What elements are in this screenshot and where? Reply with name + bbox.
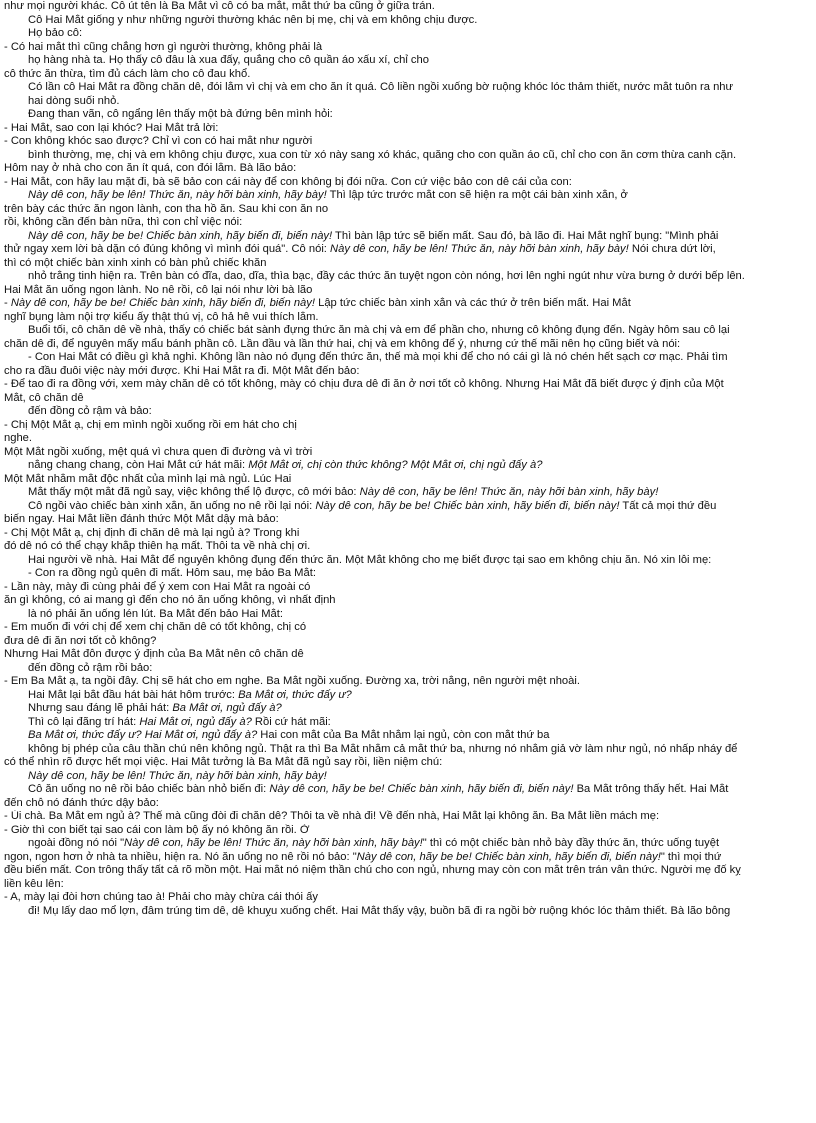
text-line (4, 216, 812, 230)
text-segment: Họ bảo cô: (28, 27, 83, 39)
text-segment: Buổi tối, cô chăn dê về nhà, thấy có chiếc bát sành đựng thức ăn mà chị và em để phần cho, nhưng cô không đụng đến. Ngày hôm sau cô lại (28, 324, 730, 336)
text-segment: - Con ra đồng ngủ quên đi mất. Hôm sau, mẹ bảo Ba Mắt: (28, 567, 316, 579)
text-line (4, 594, 812, 608)
text-segment: liền kêu lên: (4, 877, 64, 890)
text-line (4, 351, 812, 365)
text-line (4, 365, 812, 379)
text-segment: " thì có một chiếc bàn nhỏ bày đầy thức ăn, thức uống tuyệt (422, 837, 720, 849)
text-segment: ăn gì không, có ai mang gì đến cho nó ăn uống không, vì nhất định (4, 594, 336, 606)
text-line (4, 297, 812, 311)
text-segment: Hai người về nhà. Hai Mắt để nguyên không đụng đến thức ăn. Một Mắt không cho mẹ biết được tại sao em không chịu ăn. Nó xin lỗi mẹ: (28, 553, 712, 566)
text-line (4, 905, 812, 919)
text-line (4, 729, 812, 743)
text-segment: ngon, ngon hơn ở nhà ta nhiều, hiện ra. Nó ăn uống no nê rồi nó bảo: " (4, 850, 357, 863)
text-segment: Hôm nay ở nhà cho con ăn ít quá, con đói lắm. Bà lão bảo: (4, 162, 297, 174)
text-segment: Cô ăn uống no nê rồi bảo chiếc bàn nhỏ biến đi: (28, 783, 270, 795)
text-segment: hai dòng suối nhỏ. (28, 94, 120, 107)
italic-text: Hai Mắt ơi, ngủ đấy à? (139, 715, 252, 728)
text-segment: - Chị Một Mắt ạ, chị định đi chăn dê mà lại ngủ à? Trong khi (4, 526, 300, 539)
text-segment: đến đồng cỏ rậm rồi bảo: (28, 661, 153, 674)
italic-text: Một Mắt ơi, chị còn thức không? Một Mắt ơi, chị ngủ đấy à? (248, 459, 543, 471)
text-segment: Ba Mắt trông thấy hết. Hai Mắt (573, 783, 729, 795)
text-line (4, 513, 812, 527)
text-segment: không bị phép của câu thần chú nên không ngủ. Thật ra thì Ba Mắt nhắm cả mắt thứ ba, nhưng nó nhắm giả vờ làm như ngủ, nó nhấp nháy để (28, 742, 738, 755)
text-line (4, 851, 812, 865)
text-segment: nghe. (4, 432, 32, 444)
text-line (4, 405, 812, 419)
text-segment: đến đồng cỏ rậm và bảo: (28, 405, 152, 417)
text-segment: nhỏ trắng tinh hiện ra. Trên bàn có đĩa, dao, dĩa, thìa bạc, đầy các thức ăn tuyệt ngon còn nóng, hơi lên nghi ngút như vừa bưng ở dưới bếp lên. (28, 270, 745, 282)
text-segment: ngoài đồng nó nói " (28, 837, 125, 849)
text-segment: Hai Mắt ăn uống ngon lành. No nê rồi, cô lại nói như lời bà lão (4, 283, 313, 296)
text-segment: Đang than vãn, cô ngẩng lên thấy một bà đứng bên mình hỏi: (28, 108, 333, 120)
text-line (4, 770, 812, 784)
text-line (4, 783, 812, 797)
text-line (4, 54, 812, 68)
italic-text: Này dê con, hãy be lên! Thức ăn, này hỡi bàn xinh, hãy bày! (330, 243, 629, 255)
text-segment: Nhưng sau đáng lẽ phải hát: (28, 702, 173, 714)
text-line (4, 176, 812, 190)
text-line (4, 432, 812, 446)
text-segment: rồi, không cần đến bàn nữa, thì con chỉ việc nói: (4, 216, 243, 228)
text-line (4, 135, 812, 149)
text-segment: Một Mắt nhắm mắt độc nhất của mình lại mà ngủ. Lúc Hai (4, 472, 292, 485)
italic-text: Này dê con, hãy be be! Chiếc bàn xinh, hãy biến đi, biến này! (10, 297, 315, 309)
text-line (4, 270, 812, 284)
text-line (4, 743, 812, 757)
italic-text: Ba Mắt ơi, thức đấy ư? (238, 688, 352, 701)
text-line (4, 797, 812, 811)
text-line (4, 311, 812, 325)
text-segment: Cô Hai Mắt giống y như những người thường khác nên bị mẹ, chị và em không chịu được. (28, 13, 478, 26)
text-segment: - Hai Mắt, con hãy lau mặt đi, bà sẽ bảo con cái này để con không bị đói nữa. Con cứ việc bảo con dê cái của con: (4, 175, 572, 188)
text-segment: Cô ngồi vào chiếc bàn xinh xắn, ăn uống no nê rồi lại nói: (28, 499, 316, 512)
text-segment: - Con Hai Mắt có điều gì khả nghi. Không lần nào nó đụng đến thức ăn, thế mà mọi khi để cho nó cái gì là nó chén hết sạch cơ mạc. Phải tìm (28, 351, 728, 363)
italic-text: Ba Mắt ơi, thức đấy ư? Hai Mắt ơi, ngủ đấy à? (28, 729, 258, 741)
text-line (4, 459, 812, 473)
text-line (4, 500, 812, 514)
text-segment: thử ngay xem lời bà dặn có đúng không vì mình đói quá". Cô nói: (4, 243, 331, 255)
text-segment: đều biến mất. Con trông thấy tất cả rõ mồn một. Hai mắt nó niệm thần chú cho con ngủ, nhưng may còn con mắt trên trán vẫn thức. Người mẹ đố kỵ (4, 864, 741, 876)
text-line (4, 108, 812, 122)
text-segment: - Giờ thì con biết tại sao cái con làm bộ ấy nó không ăn rồi. Ở (4, 823, 310, 836)
text-segment: Có lần cô Hai Mắt ra đồng chăn dê, đói lắm vì chị và em cho ăn ít quá. Cô liền ngồi xuống bờ ruộng khóc lóc thảm thiết, nước mắt tuôn ra như (28, 81, 734, 93)
text-segment: Nhưng Hai Mắt đỗn được ý định của Ba Mắt nên cô chăn dê (4, 648, 304, 660)
text-segment: chăn dê đi, để nguyên mấy mẩu bánh phần cô. Lần đầu và lần thứ hai, chị và em không để ý, nhưng cứ thế mãi nên họ cũng biết và nói: (4, 337, 681, 350)
text-segment: nắng chang chang, còn Hai Mắt cứ hát mãi: (28, 459, 249, 471)
text-line (4, 554, 812, 568)
text-line (4, 284, 812, 298)
text-segment: - Có hai mắt thì cũng chẳng hơn gì người thường, không phải là (4, 40, 323, 53)
text-segment: - Chị Một Mắt ạ, chị em mình ngồi xuống rồi em hát cho chị (4, 418, 297, 431)
text-line (4, 540, 812, 554)
text-line (4, 95, 812, 109)
text-line (4, 756, 812, 770)
text-line (4, 581, 812, 595)
text-segment: - (4, 297, 11, 309)
text-line (4, 608, 812, 622)
text-segment: cô thức ăn thừa, tìm đủ cách làm cho cô đau khổ. (4, 67, 251, 80)
text-line (4, 864, 812, 878)
text-line (4, 324, 812, 338)
text-line (4, 122, 812, 136)
text-segment: cho ra đầu đuôi việc này mới được. Khi Hai Mắt ra đi. Một Mắt đến bảo: (4, 364, 360, 377)
text-segment: bình thường, mẹ, chị và em không chịu được, xua con từ xó này sang xó khác, quăng cho con quần áo cũ, chỉ cho con ăn cơm thừa canh cặn. (28, 148, 737, 161)
text-line (4, 81, 812, 95)
text-line (4, 392, 812, 406)
text-line (4, 837, 812, 851)
text-segment: Thì lập tức trước mắt con sẽ hiện ra một cái bàn xinh xắn, ở (326, 189, 628, 201)
text-segment: - A, mày lại đòi hơn chúng tao à! Phải cho mày chừa cái thói ấy (4, 891, 318, 903)
text-line (4, 810, 812, 824)
text-segment: đó dê nó có thể chạy khắp thiên hạ mất. Thôi ta về nhà chị ơi. (4, 540, 311, 552)
text-line (4, 716, 812, 730)
text-line (4, 621, 812, 635)
text-segment: Nói chưa dứt lời, (628, 243, 716, 255)
text-segment: - Hai Mắt, sao con lại khóc? Hai Mắt trả lời: (4, 121, 219, 134)
text-line (4, 243, 812, 257)
italic-text: Này dê con, hãy be lên! Thức ăn, này hỡi bàn xinh, hãy bày! (359, 486, 659, 498)
text-segment: Lập tức chiếc bàn xinh xắn và các thứ ở trên biến mất. Hai Mắt (314, 297, 631, 309)
text-line (4, 473, 812, 487)
text-line (4, 648, 812, 662)
italic-text: Này dê con, hãy be lên! Thức ăn, này hỡi bàn xinh, hãy bày! (124, 837, 423, 849)
text-line (4, 689, 812, 703)
text-segment: đi! Mụ lấy dao mổ lợn, đâm trúng tim dê, dê khuỵu xuống chết. Hai Mắt thấy vậy, buồn bã đi ra ngồi bờ ruộng khóc lóc thảm thiết. Bà lão bỗng (28, 904, 731, 917)
text-segment: " thì mọi thứ (660, 850, 722, 863)
italic-text: Này dê con, hãy be be! Chiếc bàn xinh, hãy biến đi, biến này! (356, 850, 661, 863)
text-line (4, 338, 812, 352)
text-line (4, 230, 812, 244)
text-segment: - Ủi chà. Ba Mắt em ngủ à? Thế mà cũng đòi đi chăn dê? Thôi ta về nhà đi! Về đến nhà, Hai Mắt lại không ăn. Ba Mắt liền mách mẹ: (4, 810, 660, 822)
text-segment: Hai Mắt lại bắt đầu hát bài hát hôm trước: (28, 688, 239, 701)
text-segment: trên bày các thức ăn ngon lành, con tha hồ ăn. Sau khi con ăn no (4, 202, 329, 215)
text-segment: biến ngay. Hai Mắt liền đánh thức Một Mắt dậy mà bảo: (4, 513, 279, 525)
text-line (4, 189, 812, 203)
text-line (4, 0, 812, 14)
text-line (4, 446, 812, 460)
text-segment: Thì cô lại đãng trí hát: (28, 715, 140, 728)
text-line (4, 27, 812, 41)
text-segment: - Em muốn đi với chị để xem chị chăn dê có tốt không, chị có (4, 621, 307, 633)
italic-text: Này dê con, hãy be lên! Thức ăn, này hỡi bàn xinh, hãy bày! (28, 769, 327, 782)
text-line (4, 702, 812, 716)
text-line (4, 14, 812, 28)
text-line (4, 486, 812, 500)
text-segment: đưa dê đi ăn nơi tốt cỏ không? (4, 634, 157, 647)
text-line (4, 635, 812, 649)
text-line (4, 257, 812, 271)
text-line (4, 662, 812, 676)
text-segment: Một Mắt ngồi xuống, mệt quá vì chưa quen đi đường và vì trời (4, 445, 313, 458)
text-line (4, 567, 812, 581)
text-line (4, 891, 812, 905)
text-segment: Rồi cứ hát mãi: (251, 715, 331, 728)
text-line (4, 527, 812, 541)
italic-text: Này dê con, hãy be be! Chiếc bàn xinh, hãy biến đi, biến này! (28, 229, 333, 242)
text-segment: là nó phải ăn uống lén lút. Ba Mắt đến bảo Hai Mắt: (28, 607, 283, 620)
text-line (4, 68, 812, 82)
text-segment: thì có một chiếc bàn xinh xinh có bàn phủ chiếc khăn (4, 256, 267, 269)
text-segment: có thể nhìn rõ được hết mọi việc. Hai Mắt tưởng là Ba Mắt đã ngủ say rồi, liền niệm chú: (4, 756, 443, 768)
italic-text: Này dê con, hãy be be! Chiếc bàn xinh, hãy biến đi, biến này! (269, 783, 574, 795)
text-segment: nghĩ bụng làm nội trợ kiểu ấy thật thú vị, cô hả hê vui thích lắm. (4, 310, 319, 323)
text-line (4, 378, 812, 392)
text-line (4, 41, 812, 55)
text-line (4, 149, 812, 163)
text-segment: như mọi người khác. Cô út tên là Ba Mắt vì cô có ba mắt, mắt thứ ba cũng ở giữa trán. (4, 0, 435, 12)
text-line (4, 419, 812, 433)
italic-text: Này dê con, hãy be be! Chiếc bàn xinh, hãy biến đi, biến này! (315, 499, 620, 512)
text-segment: họ hàng nhà ta. Họ thấy cô đâu là xua đấy, quẳng cho cô quần áo xấu xí, chỉ cho (28, 54, 429, 66)
italic-text: Này dê con, hãy be lên! Thức ăn, này hỡi bàn xinh, hãy bày! (28, 189, 327, 201)
text-line (4, 824, 812, 838)
text-segment: Tất cả mọi thứ đều (619, 499, 717, 512)
text-segment: - Con không khóc sao được? Chỉ vì con có hai mắt như người (4, 135, 313, 147)
text-segment: Mắt, cô chăn dê (4, 391, 84, 404)
text-line (4, 203, 812, 217)
italic-text: Ba Mắt ơi, ngủ đấy à? (172, 702, 282, 714)
text-line (4, 162, 812, 176)
text-segment: Hai con mắt của Ba Mắt nhắm lại ngủ, còn con mắt thứ ba (257, 729, 550, 741)
text-segment: - Em Ba Mắt ạ, ta ngồi đây. Chị sẽ hát cho em nghe. Ba Mắt ngồi xuống. Đường xa, trời nắng, nên người mệt nhoài. (4, 675, 580, 687)
text-segment: - Lần này, mày đi cùng phải để ý xem con Hai Mắt ra ngoài có (4, 580, 311, 593)
text-segment: đến chỗ nó đánh thức dậy bảo: (4, 796, 159, 809)
text-segment: Mắt thấy một mắt đã ngủ say, việc không thể lộ được, cô mới bảo: (28, 486, 360, 498)
text-segment: - Để tao đi ra đồng với, xem mày chăn dê có tốt không, mày có chịu đưa dê đi ăn ở nơi tốt cỏ không. Nhưng Hai Mắt đã biết được ý định của Một (4, 378, 724, 390)
text-line (4, 675, 812, 689)
text-segment: Thì bàn lập tức sẽ biến mất. Sau đó, bà lão đi. Hai Mắt nghĩ bụng: "Mình phải (332, 229, 719, 242)
text-line (4, 878, 812, 892)
